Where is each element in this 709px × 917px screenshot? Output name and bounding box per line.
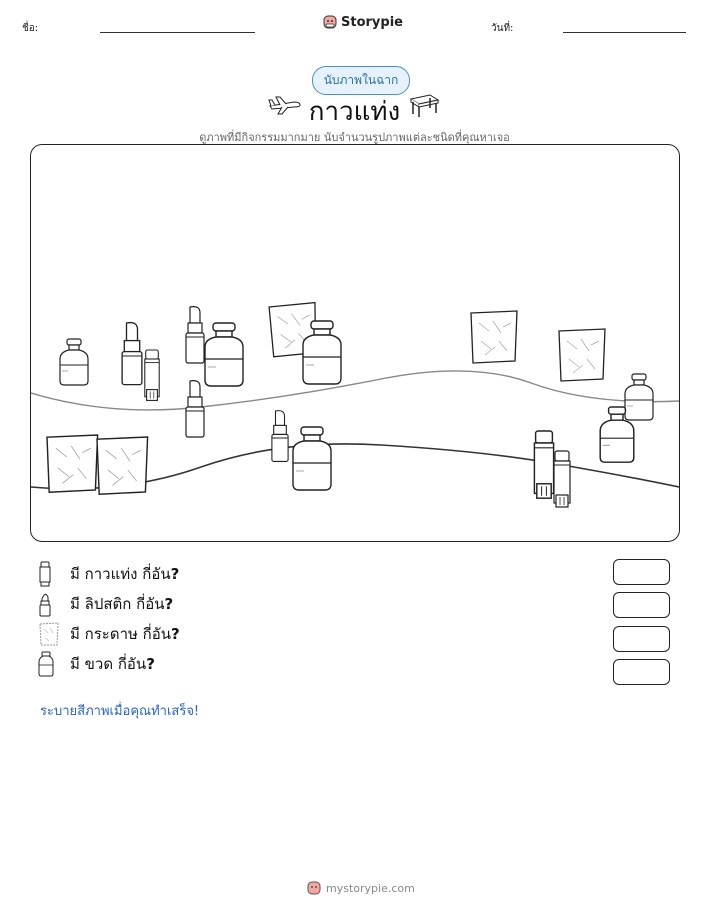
- glue-stick-item: [554, 451, 570, 507]
- coloring-note: ระบายสีภาพเมื่อคุณทำเสร็จ!: [40, 704, 200, 719]
- footer: [307, 880, 415, 896]
- question-text: มี กระดาษ กี่อัน?: [70, 625, 180, 643]
- date-field[interactable]: [563, 32, 686, 33]
- name-field[interactable]: [100, 32, 255, 33]
- bottle-item: [625, 374, 653, 420]
- scene-illustration: [31, 145, 679, 541]
- bottle-item: [60, 339, 88, 385]
- instructions: ดูภาพที่มีกิจกรรมมากมาย นับจำนวนรูปภาพแต่ละชนิดที่คุณหาเจอ: [199, 131, 510, 144]
- question-row-glue-stick: [38, 559, 678, 589]
- answer-box-paper[interactable]: [613, 626, 670, 652]
- answer-box-lipstick[interactable]: [613, 592, 670, 618]
- glue-stick-icon: [38, 561, 52, 587]
- bottle-item: [205, 323, 243, 386]
- paper-item: [471, 311, 517, 363]
- search-scene: [30, 144, 680, 542]
- question-row-bottle: [38, 649, 678, 679]
- bottle-icon: [38, 651, 54, 677]
- bottle-item: [293, 427, 331, 490]
- lipstick-item: [186, 381, 204, 437]
- activity-badge: นับภาพในฉาก: [312, 66, 410, 95]
- storypie-mascot-icon: [323, 14, 337, 30]
- question-text: มี กาวแท่ง กี่อัน?: [70, 565, 180, 583]
- paper-icon: [38, 621, 60, 647]
- question-row-paper: [38, 619, 678, 649]
- lipstick-icon: [38, 591, 52, 617]
- answer-box-bottle[interactable]: [613, 659, 670, 685]
- glue-stick-item: [534, 431, 553, 498]
- table-icon: [408, 92, 440, 118]
- question-list: [38, 559, 678, 679]
- answer-box-glue-stick[interactable]: [613, 559, 670, 585]
- brand-name: Storypie: [341, 14, 403, 30]
- paper-item: [559, 329, 605, 381]
- page-title: กาวแท่ง: [308, 97, 401, 127]
- name-label: ชื่อ:: [22, 23, 39, 34]
- storypie-mascot-icon: [307, 880, 321, 896]
- lipstick-item: [272, 411, 288, 462]
- footer-url[interactable]: mystorypie.com: [326, 881, 415, 895]
- lipstick-item: [186, 307, 204, 363]
- glue-stick-item: [145, 350, 159, 400]
- question-text: มี ขวด กี่อัน?: [70, 655, 155, 673]
- question-row-lipstick: [38, 589, 678, 619]
- question-text: มี ลิปสติก กี่อัน?: [70, 595, 174, 613]
- paper-item: [47, 435, 98, 492]
- lipstick-item: [122, 323, 142, 385]
- date-label: วันที่:: [491, 23, 514, 34]
- paper-item: [97, 437, 148, 494]
- brand-logo: [323, 14, 403, 30]
